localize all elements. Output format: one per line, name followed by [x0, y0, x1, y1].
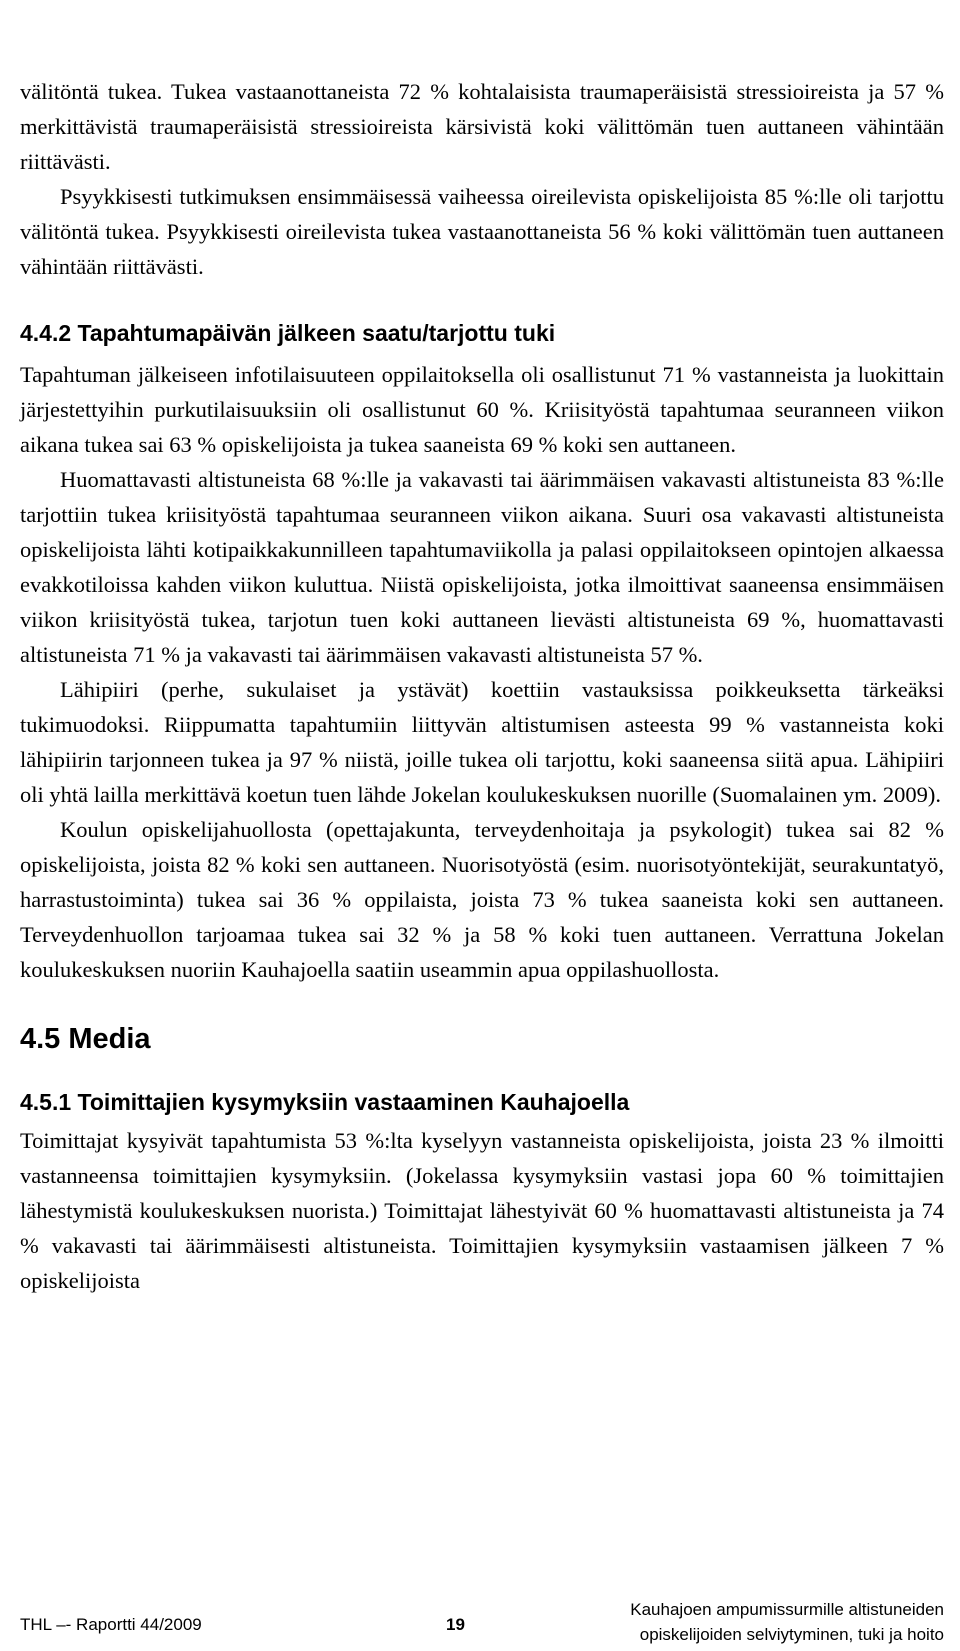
paragraph-4: Huomattavasti altistuneista 68 %:lle ja vakavasti tai äärimmäisen vakavasti altistuneista 83 %:lle tarjottiin tukea kriisityöstä tapahtumaa seuranneen viikon aikana. Suuri osa vakavasti altistuneista opiskelijoista lähti kotipaikkakunnilleen tapahtumaviikolla ja palasi oppilaitokseen opintojen alkaessa evakkotiloissa kahden viikon kuluttua. Niistä opiskelijoista, jotka ilmoittivat saaneensa ensimmäisen viikon kriisityöstä tukea, tarjotun tuen koki auttaneen lievästi altistuneista 69 %, huomattavasti altistuneista 71 % ja vakavasti tai äärimmäisen vakavasti altistuneista 57 %.: [20, 467, 944, 667]
heading-4-5-1: 4.5.1 Toimittajien kysymyksiin vastaaminen Kauhajoella: [20, 1089, 630, 1115]
paragraph-7: Toimittajat kysyivät tapahtumista 53 %:lta kyselyyn vastanneista opiskelijoista, joista 23 % ilmoitti vastanneensa toimittajien kysymyksiin. (Jokelassa kysymyksiin vastasi jopa 60 % toimittajien lähestymistä koulukeskuksen nuorista.) Toimittajat lähestyivät 60 % huomattavasti altistuneista ja 74 % vakavasti tai äärimmäisesti altistuneista. Toimittajien kysymyksiin vastaamisen jälkeen 7 % opiskelijoista: [20, 1128, 944, 1293]
page-number: 19: [446, 1615, 465, 1634]
page-content: [20, 74, 944, 1298]
paragraph-5: Lähipiiri (perhe, sukulaiset ja ystävät) koettiin vastauksissa poikkeuksetta tärkeäksi tukimuodoksi. Riippumatta tapahtumiin liittyvän altistumisen asteesta 99 % vastanneista koki lähipiirin tarjonneen tukea ja 97 % niistä, joille tukea oli tarjottu, koki saaneensa siitä apua. Lähipiiri oli yhtä lailla merkittävä koetun tuen lähde Jokelan koulukeskuksen nuorille (Suomalainen ym. 2009).: [20, 677, 944, 807]
page-footer: [20, 1597, 944, 1651]
heading-4-5: 4.5 Media: [20, 1023, 151, 1055]
footer-title-line-2: opiskelijoiden selviytyminen, tuki ja hoito: [639, 1625, 944, 1644]
footer-report-id: THL –- Raportti 44/2009: [20, 1615, 202, 1634]
heading-4-4-2: 4.4.2 Tapahtumapäivän jälkeen saatu/tarjottu tuki: [20, 320, 556, 346]
footer-report-title: [630, 1597, 944, 1647]
paragraph-2: Psyykkisesti tutkimuksen ensimmäisessä vaiheessa oireilevista opiskelijoista 85 %:lle oli tarjottu välitöntä tukea. Psyykkisesti oireilevista tukea vastaanottaneista 56 % koki välittömän tuen auttaneen vähintään riittävästi.: [20, 184, 944, 279]
paragraph-6: Koulun opiskelijahuollosta (opettajakunta, terveydenhoitaja ja psykologit) tukea sai 82 % opiskelijoista, joista 82 % koki sen auttaneen. Nuorisotyöstä (esim. nuorisotyöntekijät, seurakuntatyö, harrastustoiminta) tukea sai 36 % oppilaista, joista 73 % tukea saaneista koki sen auttaneen. Terveydenhuollon tarjoamaa tukea sai 32 % ja 58 % koki tuen auttaneen. Verrattuna Jokelan koulukeskuksen nuoriin Kauhajoella saatiin useammin apua oppilashuollosta.: [20, 817, 944, 982]
paragraph-3: Tapahtuman jälkeiseen infotilaisuuteen oppilaitoksella oli osallistunut 71 % vastanneista ja luokittain järjestettyihin purkutilaisuuksiin oli osallistunut 60 %. Kriisityöstä tapahtumaa seuranneen viikon aikana tukea sai 63 % opiskelijoista ja tukea saaneista 69 % koki sen auttaneen.: [20, 362, 944, 457]
footer-title-line-1: Kauhajoen ampumissurmille altistuneiden: [630, 1600, 944, 1619]
paragraph-1: välitöntä tukea. Tukea vastaanottaneista 72 % kohtalaisista traumaperäisistä stressioireista ja 57 % merkittävistä traumaperäisistä stressioireista kärsivistä koki välittömän tuen auttaneen vähintään riittävästi.: [20, 79, 944, 174]
